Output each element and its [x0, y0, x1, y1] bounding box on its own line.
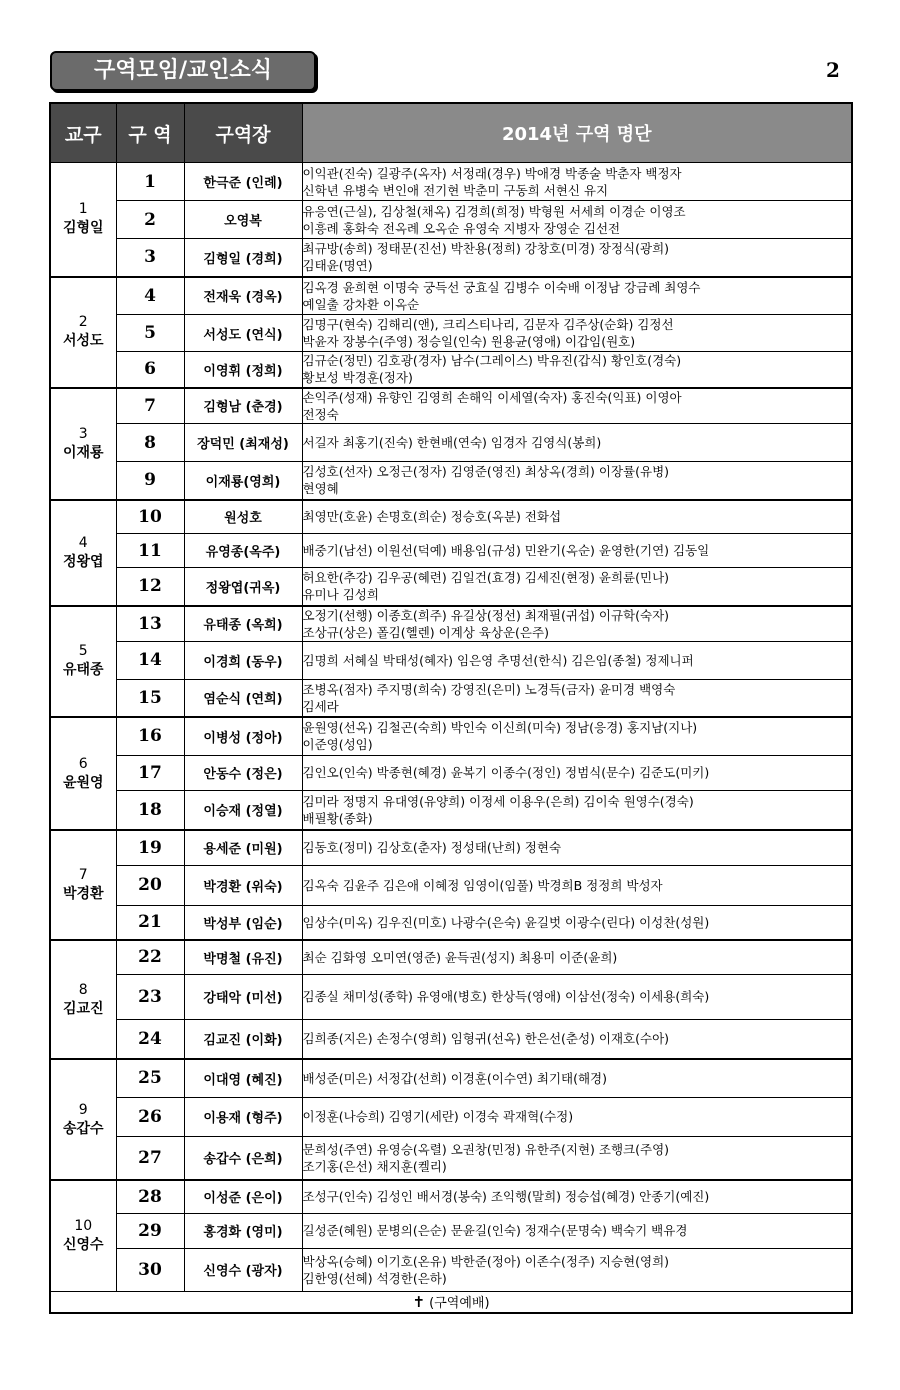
table-row — [50, 905, 852, 940]
zone-members — [302, 424, 852, 462]
zone-leader: 이성준 (은이) — [184, 1180, 302, 1213]
table-row — [50, 534, 852, 568]
district-pastor: 정왕엽 — [62, 553, 104, 570]
table-row — [50, 568, 852, 606]
district-number: 5 — [78, 643, 88, 660]
district-pastor: 이재룡 — [62, 444, 104, 461]
district-pastor: 김교진 — [62, 1000, 104, 1017]
table-row — [50, 1248, 852, 1291]
zone-members — [302, 163, 852, 201]
district-cell — [50, 940, 116, 1059]
zone-number: 29 — [116, 1213, 184, 1248]
members-line-2: 신학년 유병숙 변인애 전기현 박춘미 구동희 서현신 유지 — [302, 182, 609, 198]
members-line-1: 조병옥(점자) 주지명(희숙) 강영진(은미) 노경득(금자) 윤미경 백영숙 — [302, 681, 676, 697]
members-line-1: 최규방(송희) 정태문(진선) 박찬용(정희) 강창호(미경) 장정식(광희) — [302, 241, 670, 257]
zone-number: 23 — [116, 974, 184, 1019]
table-row — [50, 315, 852, 352]
table-row — [50, 424, 852, 462]
zone-members — [302, 388, 852, 424]
zone-members — [302, 790, 852, 830]
footer-note — [50, 1291, 852, 1313]
district-pastor: 윤원영 — [62, 774, 104, 791]
zone-leader: 이병성 (정아) — [184, 717, 302, 755]
zone-leader: 오영복 — [184, 201, 302, 239]
members-line-1: 길성준(혜원) 문병의(은순) 문윤길(인숙) 정재수(문명숙) 백숙기 백유경 — [302, 1223, 688, 1238]
zone-number: 22 — [116, 940, 184, 974]
members-line-1: 조성구(인숙) 김성인 배서경(봉숙) 조익행(말희) 정승섭(혜경) 안종기(예진) — [302, 1189, 710, 1205]
zone-leader: 안동수 (정은) — [184, 755, 302, 790]
members-line-1: 임상수(미옥) 김우진(미호) 나광수(은숙) 윤길벗 이광수(린다) 이성찬(성원) — [302, 914, 710, 930]
zone-leader: 송갑수 (은희) — [184, 1136, 302, 1180]
zone-leader: 유태종 (옥희) — [184, 606, 302, 642]
zone-leader: 박명철 (유진) — [184, 940, 302, 974]
district-number: 6 — [78, 755, 88, 772]
members-line-1: 김옥숙 김윤주 김은애 이혜정 임영이(임풀) 박경희B 정정희 박성자 — [302, 877, 663, 893]
zone-leader: 이승재 (정열) — [184, 790, 302, 830]
district-pastor: 서성도 — [62, 333, 104, 349]
members-line-2: 김한영(선혜) 석경한(은하) — [302, 1270, 447, 1286]
table-row — [50, 163, 852, 201]
zone-members — [302, 352, 852, 388]
table-row — [50, 1019, 852, 1059]
table-row — [50, 717, 852, 755]
table-row — [50, 830, 852, 865]
table-row — [50, 1059, 852, 1097]
zone-leader: 이용재 (형주) — [184, 1097, 302, 1136]
zone-number: 15 — [116, 679, 184, 717]
table-row — [50, 277, 852, 315]
members-line-1: 김희종(지은) 손정수(영희) 임형귀(선옥) 한은선(춘성) 이재호(수아) — [302, 1031, 670, 1047]
zone-leader: 박경환 (위숙) — [184, 865, 302, 905]
table-row — [50, 940, 852, 974]
members-line-2: 김태윤(명연) — [302, 258, 373, 274]
members-line-2: 이흥례 홍화숙 전옥례 오옥순 유영숙 지병자 장영순 김선전 — [302, 220, 621, 236]
zone-members — [302, 641, 852, 679]
page-number: 2 — [826, 58, 840, 82]
district-number: 7 — [78, 867, 88, 883]
members-line-1: 김규순(정민) 김호광(경자) 남수(그레이스) 박유진(갑식) 황인호(경숙) — [302, 353, 682, 369]
members-line-1: 배성준(미은) 서정갑(선희) 이경훈(이수연) 최기태(해경) — [302, 1070, 608, 1086]
members-line-2: 전정숙 — [302, 406, 339, 422]
zone-members — [302, 1248, 852, 1291]
table-row — [50, 606, 852, 642]
table-row — [50, 462, 852, 500]
table-row — [50, 1180, 852, 1213]
members-line-1: 김성호(선자) 오정근(정자) 김영준(영진) 최상옥(경희) 이장률(유병) — [302, 464, 670, 480]
zone-members — [302, 1136, 852, 1180]
members-line-1: 유응연(근실), 김상철(채옥) 김경희(희정) 박형원 서세희 이경순 이영조 — [302, 203, 686, 219]
zone-members — [302, 606, 852, 642]
zone-number: 7 — [116, 388, 184, 424]
district-cell — [50, 277, 116, 388]
zone-members — [302, 1180, 852, 1213]
cross-icon: ✝ — [412, 1293, 426, 1311]
zone-leader: 김형일 (경희) — [184, 239, 302, 277]
members-line-1: 김미라 정명지 유대영(유양희) 이정세 이용우(은희) 김이숙 원영수(경숙) — [302, 793, 694, 809]
members-line-1: 박상옥(승혜) 이기호(온유) 박한준(정아) 이존수(정주) 지승현(영희) — [302, 1253, 670, 1269]
zone-number: 2 — [116, 201, 184, 239]
members-line-1: 최영만(호윤) 손명호(희순) 정승호(옥분) 전화섭 — [302, 509, 562, 525]
table-row — [50, 1097, 852, 1136]
table-row — [50, 641, 852, 679]
table-row — [50, 352, 852, 388]
zone-leader: 유영종(옥주) — [184, 534, 302, 568]
district-cell — [50, 717, 116, 830]
zone-number: 3 — [116, 239, 184, 277]
district-pastor: 김형일 — [62, 220, 104, 237]
members-line-2: 김세라 — [302, 698, 339, 714]
zone-number: 26 — [116, 1097, 184, 1136]
zone-members — [302, 462, 852, 500]
zone-members — [302, 277, 852, 315]
zone-leader: 용세준 (미원) — [184, 830, 302, 865]
zone-number: 4 — [116, 277, 184, 315]
zone-number: 25 — [116, 1059, 184, 1097]
members-line-1: 배중기(남선) 이원선(덕예) 배용임(규성) 민완기(옥순) 윤영한(기연) 김동일 — [302, 543, 710, 558]
members-line-2: 이준영(성임) — [302, 737, 373, 753]
zone-leader: 박성부 (임순) — [184, 905, 302, 940]
zone-number: 14 — [116, 641, 184, 679]
district-cell — [50, 388, 116, 500]
table-row — [50, 1213, 852, 1248]
zone-members — [302, 315, 852, 352]
table-row — [50, 790, 852, 830]
zone-number: 8 — [116, 424, 184, 462]
table-row — [50, 1136, 852, 1180]
zone-leader: 장덕민 (최재성) — [184, 424, 302, 462]
members-line-1: 문희성(주연) 유영승(옥렬) 오권창(민정) 유한주(지현) 조행크(주영) — [302, 1141, 670, 1157]
zone-number: 6 — [116, 352, 184, 388]
zone-members — [302, 755, 852, 790]
zone-number: 27 — [116, 1136, 184, 1180]
zone-leader: 원성호 — [184, 500, 302, 534]
zone-members — [302, 905, 852, 940]
members-line-1: 김종실 채미성(종학) 유영애(병호) 한상득(영애) 이삼선(정숙) 이세용(희숙) — [302, 989, 710, 1004]
zone-members — [302, 717, 852, 755]
zone-number: 13 — [116, 606, 184, 642]
header-leader: 구역장 — [184, 103, 302, 163]
zone-leader: 한극준 (인례) — [184, 163, 302, 201]
members-line-2: 조상규(상은) 폴김(헬렌) 이계상 육상운(은주) — [302, 624, 549, 640]
members-line-2: 예일출 강차환 이옥순 — [302, 296, 420, 312]
zone-members — [302, 500, 852, 534]
zone-members — [302, 1059, 852, 1097]
zone-leader: 이대영 (혜진) — [184, 1059, 302, 1097]
zone-members — [302, 974, 852, 1019]
table-row — [50, 679, 852, 717]
district-pastor: 신영수 — [62, 1236, 104, 1253]
district-pastor: 송갑수 — [62, 1120, 104, 1137]
members-line-1: 손익주(성재) 유향인 김영희 손해익 이세열(숙자) 홍진숙(익표) 이영아 — [302, 389, 682, 405]
zone-members — [302, 830, 852, 865]
members-line-2: 유미나 김성희 — [302, 587, 379, 603]
zone-number: 9 — [116, 462, 184, 500]
zone-number: 17 — [116, 755, 184, 790]
district-cell — [50, 606, 116, 718]
section-title: 구역모임/교인소식 — [50, 51, 316, 91]
table-footer-row — [50, 1291, 852, 1313]
table-row — [50, 755, 852, 790]
zone-number: 30 — [116, 1248, 184, 1291]
zone-members — [302, 679, 852, 717]
district-pastor: 박경환 — [62, 886, 104, 902]
zone-number: 19 — [116, 830, 184, 865]
footer-text: (구역예배) — [429, 1296, 490, 1311]
zone-leader: 홍경화 (영미) — [184, 1213, 302, 1248]
district-number: 1 — [78, 201, 88, 218]
zone-number: 21 — [116, 905, 184, 940]
members-line-1: 오정기(선행) 이종호(희주) 유길상(정선) 최재필(귀섭) 이규학(숙자) — [302, 607, 670, 623]
district-cell — [50, 500, 116, 606]
zone-members — [302, 534, 852, 568]
district-cell — [50, 163, 116, 277]
zone-members — [302, 239, 852, 277]
zone-number: 20 — [116, 865, 184, 905]
district-cell — [50, 1180, 116, 1291]
zone-number: 12 — [116, 568, 184, 606]
zone-leader: 이영휘 (정희) — [184, 352, 302, 388]
members-line-2: 조기홍(은선) 채지훈(켈리) — [302, 1158, 447, 1174]
zone-members — [302, 568, 852, 606]
zone-leader: 이재룡(영희) — [184, 462, 302, 500]
zone-members — [302, 940, 852, 974]
zone-number: 24 — [116, 1019, 184, 1059]
zone-number: 18 — [116, 790, 184, 830]
zone-number: 16 — [116, 717, 184, 755]
zone-number: 11 — [116, 534, 184, 568]
zone-leader: 염순식 (연희) — [184, 679, 302, 717]
members-line-1: 윤원영(선옥) 김철곤(숙희) 박인숙 이신희(미숙) 정남(응경) 홍지남(지나) — [302, 720, 698, 736]
district-roster-table — [49, 102, 853, 1314]
district-number: 2 — [78, 314, 88, 330]
members-line-1: 김옥경 윤희현 이명숙 궁득선 궁효실 김병수 이숙배 이정남 강금례 최영수 — [302, 279, 701, 295]
zone-leader: 신영수 (광자) — [184, 1248, 302, 1291]
members-line-2: 배필황(종화) — [302, 810, 373, 826]
members-line-1: 서길자 최홍기(진숙) 한현배(연숙) 임경자 김영식(봉희) — [302, 435, 602, 450]
zone-leader: 강태악 (미선) — [184, 974, 302, 1019]
zone-members — [302, 865, 852, 905]
members-line-2: 황보성 박경훈(정자) — [302, 370, 413, 386]
district-number: 4 — [78, 534, 88, 551]
zone-members — [302, 1213, 852, 1248]
members-line-1: 김명구(현숙) 김해리(앤), 크리스티나리, 김문자 김주상(순화) 김정선 — [302, 317, 674, 332]
members-line-1: 김동호(정미) 김상호(춘자) 정성태(난희) 정현숙 — [302, 840, 562, 856]
header-district: 교구 — [50, 103, 116, 163]
zone-members — [302, 1019, 852, 1059]
members-line-1: 이정훈(나승희) 김영기(세란) 이경숙 곽재혁(수정) — [302, 1109, 574, 1124]
zone-leader: 정왕엽(귀옥) — [184, 568, 302, 606]
district-number: 10 — [74, 1217, 93, 1234]
members-line-1: 최순 김화영 오미연(영준) 윤득권(성지) 최용미 이준(윤희) — [302, 949, 618, 965]
zone-leader: 김교진 (이화) — [184, 1019, 302, 1059]
district-number: 9 — [78, 1101, 88, 1118]
table-header-row — [50, 103, 852, 163]
members-line-1: 허요한(추강) 김우공(혜련) 김일건(효경) 김세진(현정) 윤희륜(민나) — [302, 570, 670, 586]
members-line-1: 김명희 서혜실 박태성(혜자) 임은영 추명선(한식) 김은임(종철) 정제니퍼 — [302, 652, 694, 668]
header-zone: 구 역 — [116, 103, 184, 163]
members-line-2: 박윤자 장봉수(주영) 정승일(인숙) 원용균(영애) 이갑임(원호) — [302, 334, 636, 349]
zone-number: 1 — [116, 163, 184, 201]
zone-members — [302, 201, 852, 239]
district-number: 3 — [78, 425, 88, 442]
table-row — [50, 239, 852, 277]
district-cell — [50, 1059, 116, 1180]
zone-number: 5 — [116, 315, 184, 352]
members-line-1: 이익관(진숙) 길광주(옥자) 서정래(경우) 박애경 박종술 박춘자 백정자 — [302, 165, 682, 181]
header-roster: 2014년 구역 명단 — [302, 103, 852, 163]
zone-number: 28 — [116, 1180, 184, 1213]
table-row — [50, 974, 852, 1019]
zone-leader: 김형남 (춘경) — [184, 388, 302, 424]
members-line-2: 현영혜 — [302, 481, 339, 497]
table-row — [50, 201, 852, 239]
district-number: 8 — [78, 981, 88, 998]
district-cell — [50, 830, 116, 940]
members-line-1: 김인오(인숙) 박종현(혜경) 윤복기 이종수(정인) 정범식(문수) 김준도(미키) — [302, 765, 710, 780]
zone-leader: 전재욱 (경옥) — [184, 277, 302, 315]
table-row — [50, 500, 852, 534]
zone-leader: 이경희 (동우) — [184, 641, 302, 679]
zone-number: 10 — [116, 500, 184, 534]
zone-leader: 서성도 (연식) — [184, 315, 302, 352]
zone-members — [302, 1097, 852, 1136]
district-pastor: 유태종 — [62, 662, 104, 679]
table-row — [50, 388, 852, 424]
table-row — [50, 865, 852, 905]
